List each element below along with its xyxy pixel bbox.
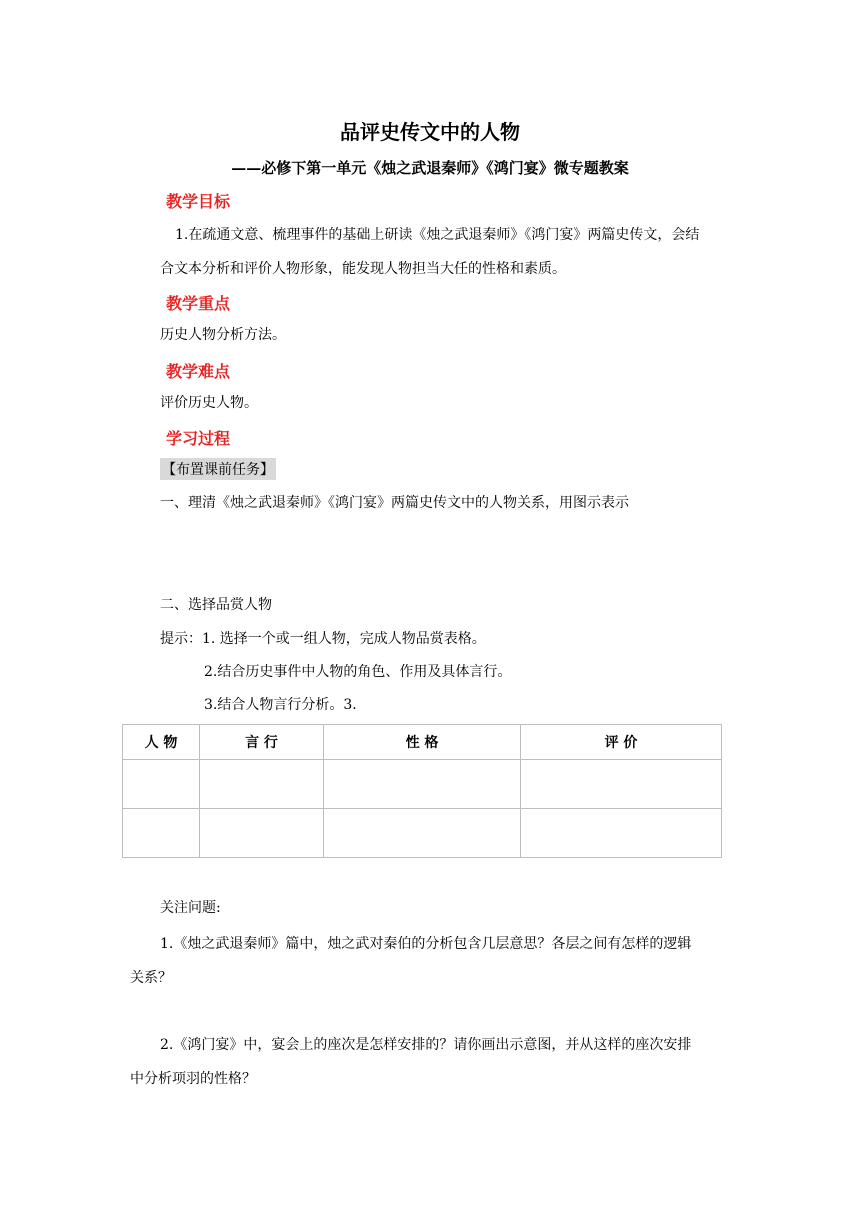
table-header-person: 人 物 [123,725,200,760]
hint-line-1: 提示：1. 选择一个或一组人物，完成人物品赏表格。 [160,631,486,647]
table-row [123,809,722,858]
table-row [123,760,722,809]
difficulty-text: 评价历史人物。 [160,395,258,411]
table-header-row [123,725,722,760]
question-2-line2: 中分析项羽的性格？ [130,1071,256,1087]
heading-difficulty: 教学难点 [166,362,231,381]
table-cell[interactable] [200,760,324,809]
person-appraisal-table [122,724,722,858]
document-subtitle: ——必修下第一单元《烛之武退秦师》《鸿门宴》微专题教案 [231,159,629,177]
heading-learning-process: 学习过程 [166,429,231,448]
task-item-1: 一、理清《烛之武退秦师》《鸿门宴》两篇史传文中的人物关系，用图示表示 [160,495,629,511]
hint-line-2: 2.结合历史事件中人物的角色、作用及具体言行。 [204,664,512,680]
goal-text-line1: 1.在疏通文意、梳理事件的基础上研读《烛之武退秦师》《鸿门宴》两篇史传文，会结 [175,227,700,243]
hint-line-3: 3.结合人物言行分析。3. [204,697,357,713]
table-cell[interactable] [521,809,722,858]
table-cell[interactable] [200,809,324,858]
table-cell[interactable] [123,809,200,858]
heading-teaching-goal: 教学目标 [166,192,231,211]
key-point-text: 历史人物分析方法。 [160,327,286,343]
pre-class-task-label: 【布置课前任务】 [160,458,276,480]
question-1-line1: 1.《烛之武退秦师》篇中，烛之武对秦伯的分析包含几层意思？各层之间有怎样的逻辑 [160,936,692,952]
questions-heading: 关注问题: [160,900,221,916]
question-2-line1: 2.《鸿门宴》中，宴会上的座次是怎样安排的？请你画出示意图，并从这样的座次安排 [160,1037,692,1053]
question-1-line2: 关系？ [130,970,172,986]
heading-key-point: 教学重点 [166,294,231,313]
table-header-words-deeds: 言 行 [200,725,324,760]
table-cell[interactable] [123,760,200,809]
table-cell[interactable] [521,760,722,809]
task-item-2: 二、选择品赏人物 [160,597,272,613]
goal-text-line2: 合文本分析和评价人物形象，能发现人物担当大任的性格和素质。 [160,261,566,277]
table-header-evaluation: 评 价 [521,725,722,760]
table-cell[interactable] [324,760,521,809]
document-title: 品评史传文中的人物 [340,120,520,144]
table-header-character: 性 格 [324,725,521,760]
table-cell[interactable] [324,809,521,858]
